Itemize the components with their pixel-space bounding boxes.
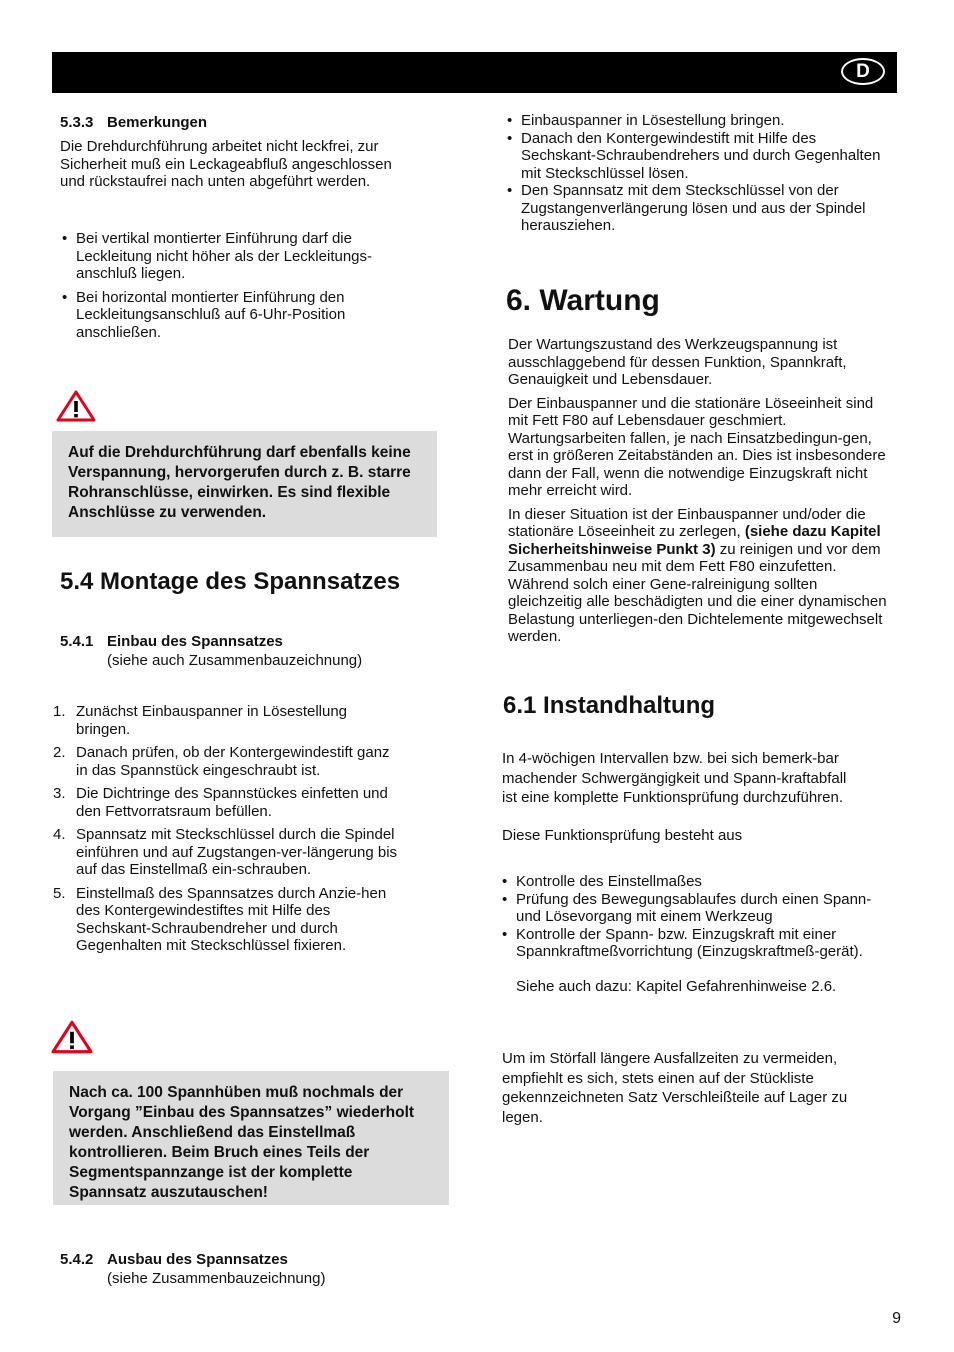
section-5-4-heading: 5.4 Montage des Spannsatzes bbox=[60, 568, 401, 595]
list-item: 5. Einstellmaß des Spannsatzes durch Anzie-hen des Kontergewindestiftes mit Hilfe des Sechskant-Schraubendreher und durch Gegenhalten mit Steckschlüssel fixieren. bbox=[53, 884, 387, 954]
section-5-4-1-heading: 5.4.1 Einbau des Spannsatzes bbox=[60, 633, 283, 650]
warning-icon bbox=[51, 1020, 93, 1054]
section-5-4-2-note: (siehe Zusammenbauzeichnung) bbox=[107, 1270, 326, 1287]
assembly-steps-list bbox=[53, 703, 403, 961]
warning-box-1: Auf die Drehdurchführung darf ebenfalls keine Verspannung, hervorgerufen durch z. B. starre Rohranschlüsse, einwirken. Es sind flexible Anschlüsse zu verwenden. bbox=[52, 431, 437, 537]
header-bar bbox=[52, 52, 897, 93]
list-item: • Den Spannsatz mit dem Steckschlüssel von der Zugstangenverlängerung lösen und aus der Spindel herausziehen. bbox=[505, 182, 890, 235]
language-badge: D bbox=[841, 58, 885, 85]
section-6-heading: 6. Wartung bbox=[506, 284, 660, 317]
paragraph: Diese Funktionsprüfung besteht aus bbox=[502, 827, 743, 844]
list-item: • Kontrolle des Einstellmaßes bbox=[500, 873, 885, 891]
list-item: • Danach den Kontergewindestift mit Hilfe des Sechskant-Schraubendrehers und durch Gegenhalten mit Steckschlüssel lösen. bbox=[505, 130, 890, 183]
maintenance-text bbox=[508, 336, 893, 646]
paragraph: Der Einbauspanner und die stationäre Löseeinheit sind mit Fett F80 auf Lebensdauer geschmiert. Wartungsarbeiten fallen, je nach Einsatzbedingun-gen, erst in größeren Zeitabständen an. Dies ist insbesondere dann der Fall, wenn die notwendige Einzugskraft nicht mehr erreicht wird. bbox=[508, 394, 886, 499]
warning-box-2: Nach ca. 100 Spannhüben muß nochmals der Vorgang ”Einbau des Spannsatzes” wiederholt werden. Anschließend das Einstellmaß kontrollieren. Beim Bruch eines Teils der Segmentspannzange ist der komplette Spannsatz auszutauschen! bbox=[53, 1071, 449, 1205]
list-item: 3. Die Dichtringe des Spannstückes einfetten und den Fettvorratsraum befüllen. bbox=[53, 785, 388, 820]
section-6-1-heading: 6.1 Instandhaltung bbox=[503, 692, 716, 719]
list-item: • Bei horizontal montierter Einführung den Leckleitungsanschluß auf 6-Uhr-Position anschließen. bbox=[60, 289, 420, 342]
section-5-4-1-note: (siehe auch Zusammenbauzeichnung) bbox=[107, 652, 363, 669]
list-item: 2. Danach prüfen, ob der Kontergewindestift ganz in das Spannstück eingeschraubt ist. bbox=[53, 744, 390, 779]
paragraph: In 4-wöchigen Intervallen bzw. bei sich bemerk-bar machender Schwergängigkeit und Spann-kraftabfall ist eine komplette Funktionsprüfung durchzuführen. bbox=[502, 750, 847, 806]
paragraph: In dieser Situation ist der Einbauspanner und/oder die stationäre Löseeinheit zu zerlegen, (siehe dazu Kapitel Sicherheitshinweise Punkt 3) zu reinigen und vor dem Zusammenbau neu mit dem Fett F80 einzufetten. Während solch einer Gene-ralreinigung sollten gleichzeitig alle beschädigten und die einer dynamischen Belastung unterliegen-den Dichtelemente mitgewechselt werden. bbox=[508, 505, 887, 645]
list-item: • Einbauspanner in Lösestellung bringen. bbox=[505, 112, 890, 130]
list-item: 4. Spannsatz mit Steckschlüssel durch die Spindel einführen und auf Zugstangen-ver-längerung bis auf das Einstellmaß ein-schrauben. bbox=[53, 826, 398, 878]
see-also-note: Siehe auch dazu: Kapitel Gefahrenhinweise 2.6. bbox=[516, 978, 837, 995]
list-item: 1. Zunächst Einbauspanner in Lösestellung bringen. bbox=[53, 703, 348, 738]
section-5-3-3-bullets bbox=[60, 230, 420, 341]
section-5-3-3-heading: 5.3.3 Bemerkungen bbox=[60, 114, 208, 131]
paragraph: Der Wartungszustand des Werkzeugspannung ist ausschlaggebend für dessen Funktion, Spannkraft, Genauigkeit und Lebensdauer. bbox=[508, 336, 847, 388]
removal-steps-list bbox=[505, 112, 890, 235]
paragraph: Um im Störfall längere Ausfallzeiten zu vermeiden, empfiehlt es sich, stets einen auf der Stückliste gekennzeichneten Satz Verschleißteile auf Lager zu legen. bbox=[502, 1050, 848, 1126]
section-5-4-2-heading: 5.4.2 Ausbau des Spannsatzes bbox=[60, 1251, 288, 1268]
list-item: • Prüfung des Bewegungsablaufes durch einen Spann- und Lösevorgang mit einem Werkzeug bbox=[500, 891, 885, 926]
section-5-3-3-text: Die Drehdurchführung arbeitet nicht leckfrei, zur Sicherheit muß ein Leckageabfluß angeschlossen und rückstaufrei nach unten abgeführt werden. bbox=[60, 138, 392, 190]
list-item: • Bei vertikal montierter Einführung darf die Leckleitung nicht höher als der Leckleitungs-anschluß liegen. bbox=[60, 230, 420, 283]
page-number: 9 bbox=[892, 1310, 901, 1327]
list-item: • Kontrolle der Spann- bzw. Einzugskraft mit einer Spannkraftmeßvorrichtung (Einzugskraftmeß-gerät). bbox=[500, 926, 885, 961]
warning-icon bbox=[56, 390, 96, 422]
function-check-list bbox=[500, 873, 885, 961]
